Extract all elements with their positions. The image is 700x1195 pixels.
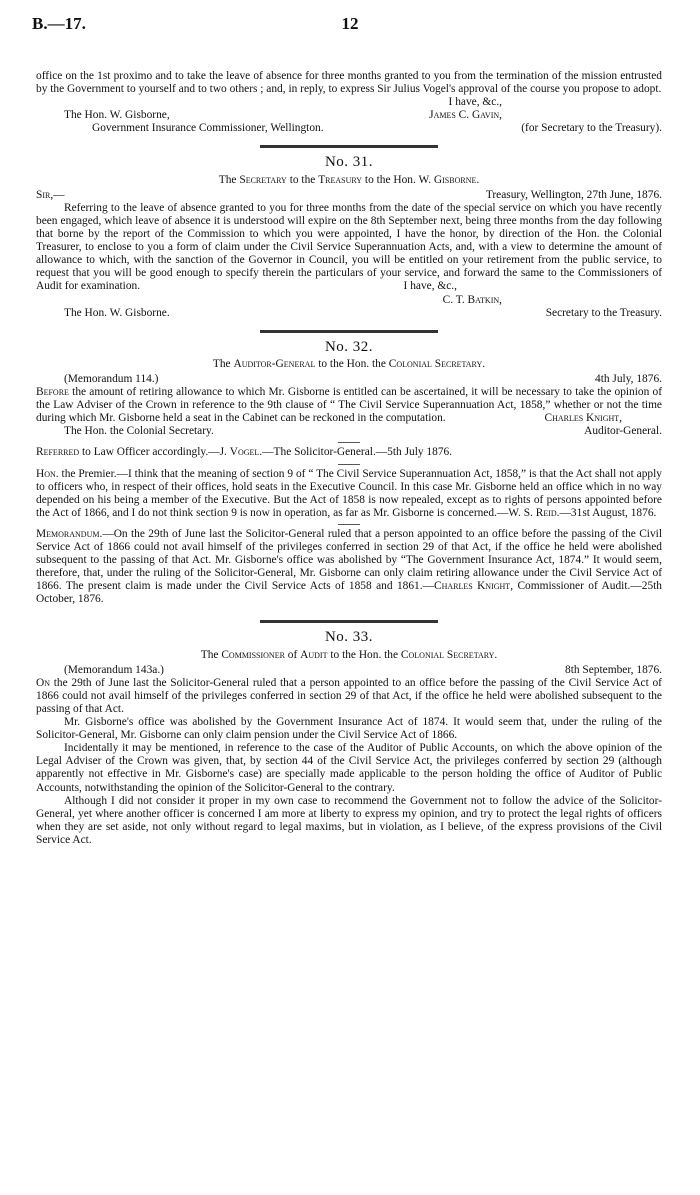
lead-word: On <box>36 676 51 689</box>
solicitor-opinion <box>36 468 662 520</box>
minor-divider <box>338 464 360 465</box>
page-number: 12 <box>341 14 359 33</box>
minute-text: to Law Officer accordingly.—J. <box>82 446 227 459</box>
minor-divider <box>338 524 360 525</box>
heading-word: The <box>200 648 219 661</box>
intro-signer-title: (for Secretary to the Treasury). <box>521 122 662 135</box>
heading-to: Colonial Secretary. <box>388 357 486 370</box>
letter-32-heading <box>36 358 662 371</box>
audit-memorandum <box>36 528 662 607</box>
heading-word: to the Hon. the <box>330 648 399 661</box>
intro-paragraph: office on the 1st proximo and to take the leave of absence for three months granted to you from the termination of the mission entrusted by the Government to yourself and to two others ; and, in reply, to express Sir Julius Vogel's approval of the course you propose to adopt. <box>36 70 662 96</box>
letter-31-addressee: The Hon. W. Gisborne. <box>64 306 170 319</box>
memo-date: 4th July, 1876. <box>595 372 662 385</box>
intro-closing: I have, &c., <box>448 96 502 109</box>
heading-word: to the Hon. the <box>318 357 386 370</box>
section-divider <box>260 145 438 148</box>
paper-reference: B.—17. <box>32 14 86 33</box>
heading-to: Gisborne. <box>433 173 480 186</box>
letter-33-paragraph-2: Mr. Gisborne's office was abolished by the Government Insurance Act of 1874. It would seem that, under the ruling of the Solicitor-General, Mr. Gisborne can only claim pension under the Civil Service Act of 1866. <box>36 716 662 742</box>
heading-to: Colonial Secretary. <box>400 648 498 661</box>
opinion-signature: Reid. <box>535 506 560 519</box>
page-content <box>36 70 662 847</box>
letter-31-salutation-row <box>36 189 662 202</box>
letter-number-31: No. 31. <box>324 154 374 171</box>
letter-31-signer: C. T. Batkin, <box>442 293 502 306</box>
heading-dept: Treasury <box>318 173 363 186</box>
opinion-text: the Premier.—I think that the meaning of section 9 of “ The Civil Service Superannuation Act, 1858,” is that the Act shall not apply to officers who, in respect of their offices, hold seats in the Executive Council. In this case Mr. Gisborne held an office which in no way depended on his being a member of the Executive. But the Act of 1858 is now repealed, except as to rights of persons appointed before the Act of 1866, and I do not think section 9 is now in operation, as far as Mr. Gisborne is concerned.—W. S. <box>36 467 662 519</box>
page-header <box>32 14 668 40</box>
paragraph-text: the 29th of June last the Solicitor-General ruled that a person appointed to an office before the passing of the Civil Service Act of 1866 could not avail himself of the privileges conferred in section 29 of that Act, if the office he held were abolished subsequent to the passing of that Act. <box>36 676 662 715</box>
body-text: the amount of retiring allowance to which Mr. Gisborne is entitled can be ascertained, it will be necessary to take the opinion of the Law Adviser of the Crown in reference to the 9th clause of “ The Civil Service Superannuation Act, 1858,” whether or not the time during which Mr. Gisborne held a seat in the Cabinet can be reckoned in the computation. <box>36 385 662 425</box>
heading-word: The <box>212 357 231 370</box>
memo-reference: (Memorandum 143a.) <box>64 663 164 676</box>
section-divider <box>260 620 438 623</box>
intro-signature-row <box>36 109 662 122</box>
heading-word: to the <box>289 173 316 186</box>
place-date: Treasury, Wellington, 27th June, 1876. <box>485 188 662 201</box>
letter-33-paragraph-1 <box>36 677 662 716</box>
lead-word: Before <box>36 385 69 398</box>
memo-reference: (Memorandum 114.) <box>64 372 159 385</box>
letter-number-33: No. 33. <box>324 629 374 646</box>
letter-33-paragraph-3: Incidentally it may be mentioned, in reference to the case of the Auditor of Public Accounts, on which the above opinion of the Legal Adviser of the Crown was given, that, by section 44 of the Civil Service Act, the privileges conferred by section 29 (although apparently not effective in Mr. Gisborne's case) are specially made applicable to the person holding the office of Auditor of Public Accounts, notwithstanding the opinion of the Solicitor-General to the contrary. <box>36 742 662 794</box>
heading-word: of <box>287 648 298 661</box>
salutation: Sir,— <box>36 188 65 201</box>
minor-divider <box>338 442 360 443</box>
section-divider <box>260 330 438 333</box>
memo-date: 8th September, 1876. <box>565 663 662 676</box>
lead-word: Hon. <box>36 467 59 480</box>
minute-text: —The Solicitor-General.—5th July 1876. <box>262 446 453 459</box>
memorandum-tail: Commissioner of Audit.—25th October, 1876. <box>36 580 662 606</box>
heading-from: Auditor-General <box>233 357 316 370</box>
letter-33-paragraph-4: Although I did not consider it proper in my own case to recommend the Government not to follow the advice of the Solicitor-General, yet where another officer is concerned I am more at liberty to express my opinion, and try to protect the legal rights of officers when they are set aside, not only without regard to legal maxims, but in violation, as I believe, of the express provisions of the Civil Service Act. <box>36 794 662 846</box>
letter-31-signer-title: Secretary to the Treasury. <box>545 306 662 319</box>
letter-number-32: No. 32. <box>324 338 374 355</box>
letter-31-signature-row <box>36 307 662 320</box>
letter-31-closing: I have, &c., <box>403 280 457 293</box>
intro-addressee-title: Government Insurance Commissioner, Wellington. <box>92 122 324 135</box>
lead-word: Memorandum. <box>36 527 103 540</box>
heading-from: Commissioner <box>221 648 285 661</box>
heading-from: Secretary <box>239 173 287 186</box>
intro-signer: James C. Gavin, <box>429 109 502 122</box>
memorandum-text: —On the 29th of June last the Solicitor-General ruled that a person appointed to an office before the passing of the Civil Service Act of 1866 could not avail himself of the privileges conferred in section 29 of that Act, if the office he held were abolished subsequent to the passing of that Act. Mr. Gisborne's office was abolished by “The Government Insurance Act, 1874.” It would seem, therefore, that, under the ruling of the Solicitor-General, Mr. Gisborne can only claim retiring allowance under the Civil Service Act of 1866. The present claim is made under the Civil Service Acts of 1858 and 1861.— <box>36 527 662 593</box>
memorandum-signature: Charles Knight, <box>433 580 514 593</box>
letter-33-heading <box>36 649 662 662</box>
heading-word: The <box>218 173 237 186</box>
heading-word: to the Hon. W. <box>364 173 432 186</box>
letter-32-memo-row <box>36 373 662 386</box>
heading-from: Audit <box>300 648 328 661</box>
letter-32-signer: Charles Knight, <box>544 412 622 425</box>
letter-33-memo-row <box>36 664 662 677</box>
letter-31-heading <box>36 174 662 187</box>
letter-32-signer-title: Auditor-General. <box>584 425 662 438</box>
letter-32-addressee: The Hon. the Colonial Secretary. <box>64 425 214 438</box>
letter-31-body: Referring to the leave of absence granted to you for three months from the date of the special service on which you have recently been engaged, which leave of absence it is understood will expire on the 8th September next, being three months from the day following that borne by the report of the Commission to which you were appointed, I have the honor, by direction of the Hon. the Colonial Treasurer, to enclose to you a form of claim under the Civil Service Superannuation Acts, and, with a view to determine the amount of allowance to which, with the sanction of the Governor in Council, you will be entitled on your retirement from the public service, to request that you will be good enough to specify therein the particulars of your service, and forward the same to the Commissioners of Audit for examination. <box>36 201 662 293</box>
minute-signature: Vogel. <box>229 446 263 459</box>
intro-addressee: The Hon. W. Gisborne, <box>64 109 170 122</box>
lead-word: Referred <box>36 446 80 459</box>
letter-32-signature-row <box>36 425 662 438</box>
opinion-date: —31st August, 1876. <box>559 506 657 519</box>
referred-minute <box>36 446 662 459</box>
intro-title-row <box>36 122 662 135</box>
